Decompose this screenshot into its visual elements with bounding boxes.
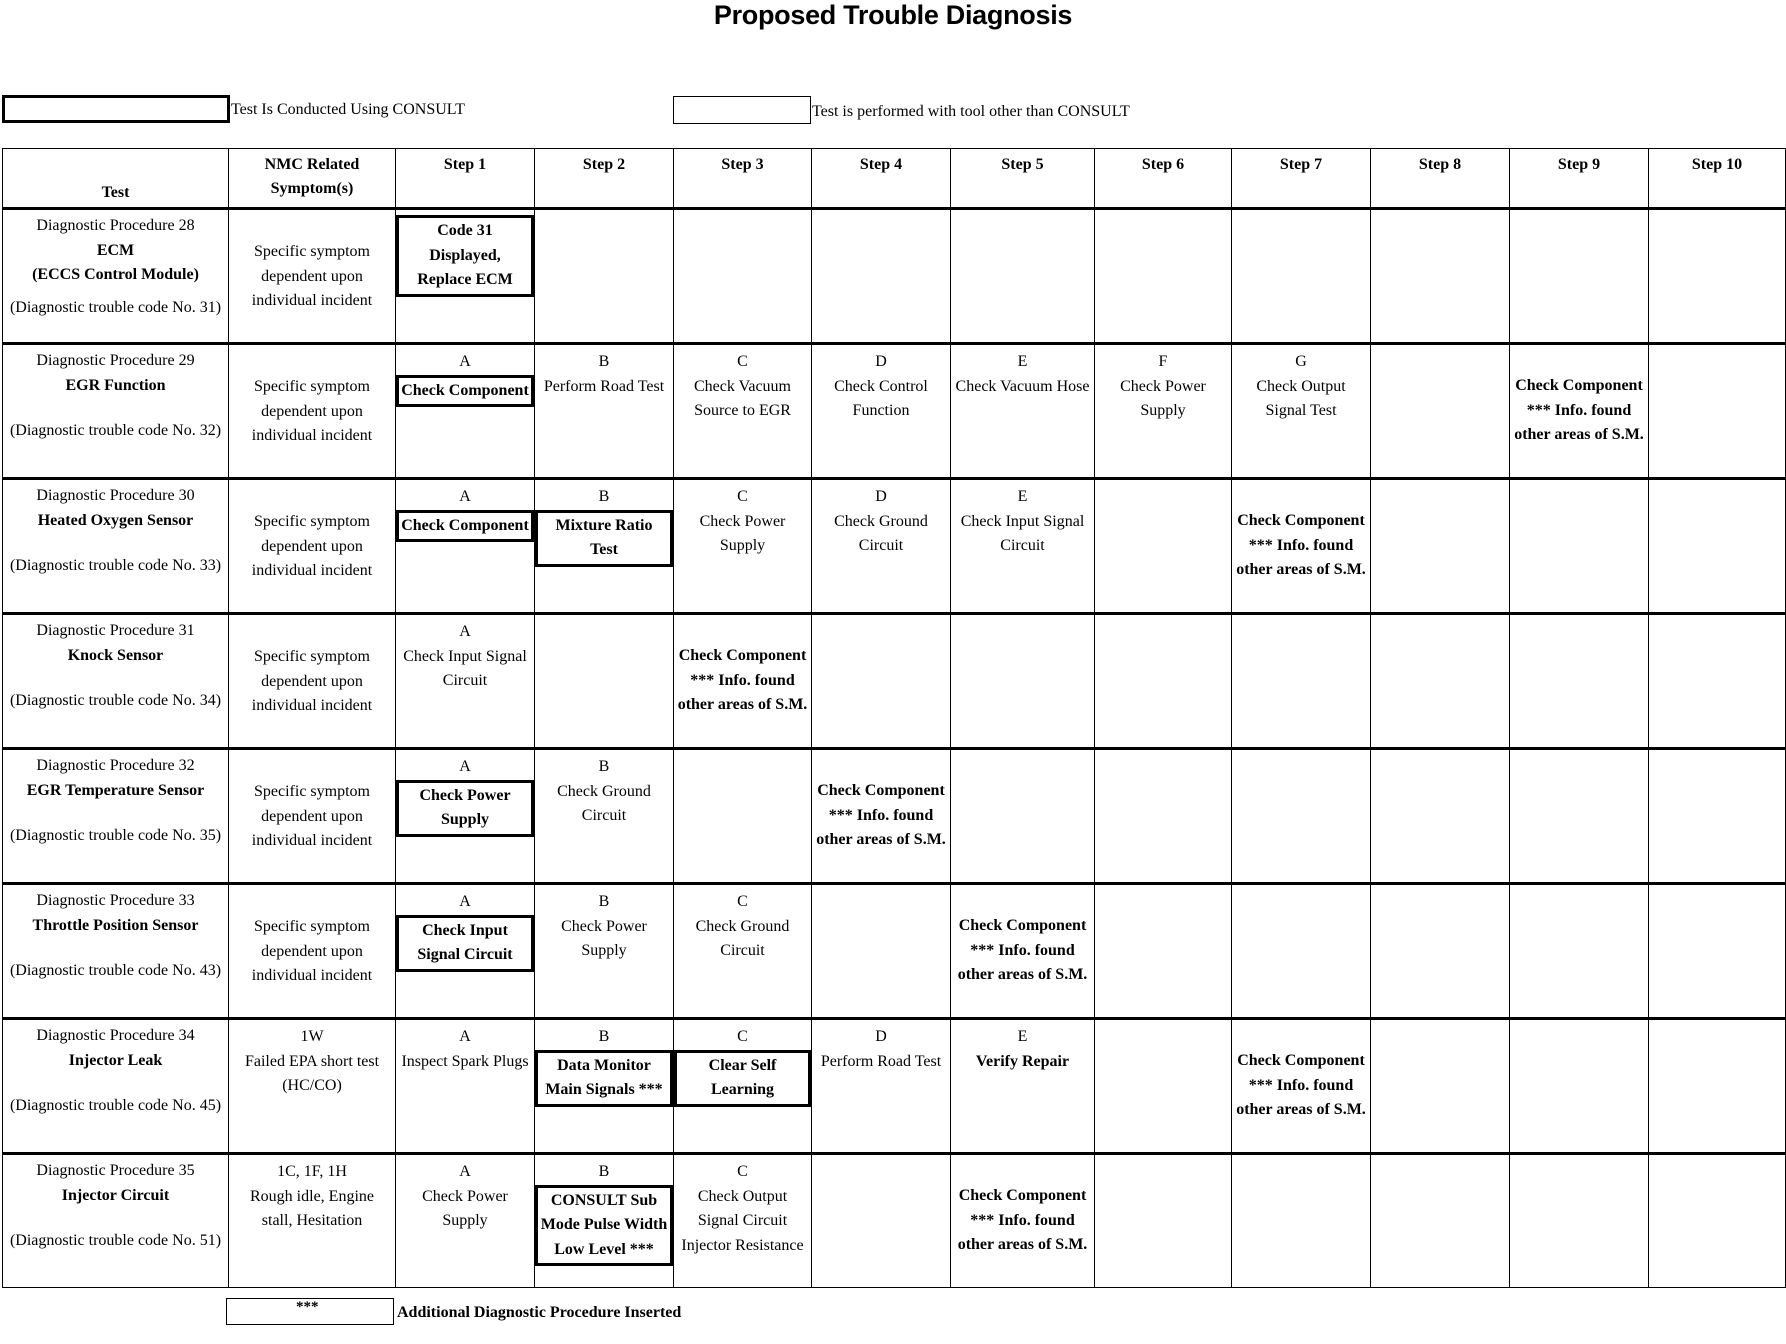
symptom-text: Specific symptom dependent upon individual incident — [251, 513, 373, 579]
step-cell — [674, 749, 812, 884]
step-text: Check Component *** Info. found other areas of S.M. — [677, 647, 808, 713]
step-cell — [1649, 479, 1786, 614]
legend-consult-swatch — [2, 95, 230, 123]
step-letter: A — [459, 1028, 471, 1045]
step-cell — [1510, 1019, 1649, 1154]
step-cell — [1232, 344, 1371, 479]
step-text: Verify Repair — [975, 1052, 1070, 1070]
step-cell — [1649, 1019, 1786, 1154]
step-cell — [951, 209, 1095, 344]
legend-other-tool-label: Test is performed with tool other than CONSULT — [812, 103, 1130, 120]
step-cell — [535, 1154, 674, 1288]
step-cell — [1371, 614, 1510, 749]
symptom-cell — [229, 1154, 396, 1288]
test-cell — [3, 209, 229, 344]
symptom-code: 1C, 1F, 1H — [277, 1163, 347, 1180]
procedure-number: Diagnostic Procedure 35 — [36, 1162, 195, 1179]
step-cell — [1232, 1154, 1371, 1288]
procedure-number: Diagnostic Procedure 34 — [36, 1027, 195, 1044]
step-cell — [535, 1019, 674, 1154]
step-text: Inspect Spark Plugs — [401, 1052, 529, 1070]
step-text: Check Power Supply — [561, 917, 647, 959]
step-cell — [535, 749, 674, 884]
step-cell — [674, 884, 812, 1019]
step-cell — [1510, 749, 1649, 884]
step-text: Check Output Signal Test — [1256, 377, 1346, 419]
step-text: Check Ground Circuit — [695, 917, 790, 959]
step-cell — [1232, 209, 1371, 344]
procedure-number: Diagnostic Procedure 30 — [36, 487, 195, 504]
step-cell — [396, 749, 535, 884]
step-text: Check Component *** Info. found other areas of S.M. — [1514, 377, 1644, 443]
page-title: Proposed Trouble Diagnosis — [713, 0, 1073, 30]
step-letter: C — [737, 1028, 748, 1045]
test-cell — [3, 344, 229, 479]
test-cell — [3, 749, 229, 884]
trouble-code: (Diagnostic trouble code No. 32) — [9, 422, 222, 439]
step-cell — [674, 614, 812, 749]
step-text: Check Ground Circuit — [834, 512, 928, 554]
step-text: Check Power Supply — [1120, 377, 1206, 419]
step-letter: E — [1017, 488, 1028, 505]
step-text: Check Control Function — [834, 377, 928, 419]
step-letter: A — [459, 1163, 471, 1180]
diagnosis-table — [2, 148, 1786, 1288]
test-cell — [3, 884, 229, 1019]
step-cell — [951, 1154, 1095, 1288]
step-cell — [951, 344, 1095, 479]
step-letter: A — [459, 488, 471, 505]
step-cell — [951, 614, 1095, 749]
consult-step: Data Monitor Main Signals *** — [535, 1050, 673, 1107]
consult-step: CONSULT Sub Mode Pulse Width Low Level *** — [535, 1185, 673, 1267]
consult-step: Check Power Supply — [396, 780, 534, 837]
step-cell — [951, 1019, 1095, 1154]
header-step: Step 2 — [535, 149, 674, 209]
step-cell — [396, 209, 535, 344]
step-cell — [812, 479, 951, 614]
step-text: Check Ground Circuit — [557, 782, 651, 824]
consult-step: Mixture Ratio Test — [535, 510, 673, 567]
step-cell — [1510, 614, 1649, 749]
consult-step: Clear Self Learning — [674, 1050, 811, 1107]
step-cell — [396, 1019, 535, 1154]
step-letter: B — [598, 353, 610, 370]
procedure-name: Throttle Position Sensor — [32, 916, 199, 934]
step-cell — [1371, 1019, 1510, 1154]
procedure-name-detail: (ECCS Control Module) — [32, 266, 199, 283]
procedure-number: Diagnostic Procedure 29 — [36, 352, 195, 369]
step-letter: A — [459, 623, 471, 640]
symptom-cell — [229, 479, 396, 614]
step-cell — [1371, 344, 1510, 479]
step-text: Check Power Supply — [422, 1187, 508, 1229]
consult-step: Check Component — [396, 375, 534, 408]
step-cell — [1649, 614, 1786, 749]
step-text: Check Input Signal Circuit — [960, 512, 1085, 554]
step-letter: E — [1017, 353, 1028, 370]
step-cell — [1232, 1019, 1371, 1154]
step-cell — [812, 884, 951, 1019]
step-cell — [1095, 479, 1232, 614]
step-cell — [1371, 749, 1510, 884]
step-letter: B — [598, 758, 610, 775]
header-test: Test — [3, 149, 229, 209]
step-letter: B — [598, 893, 610, 910]
procedure-number: Diagnostic Procedure 32 — [36, 757, 195, 774]
step-text: Perform Road Test — [543, 377, 665, 395]
step-cell — [1232, 479, 1371, 614]
symptom-code: 1W — [300, 1028, 324, 1045]
symptom-cell — [229, 1019, 396, 1154]
header-step: Step 3 — [674, 149, 812, 209]
step-text: Check Power Supply — [699, 512, 786, 554]
table-row — [3, 209, 1786, 344]
step-letter: C — [737, 353, 748, 370]
trouble-code: (Diagnostic trouble code No. 51) — [9, 1232, 222, 1249]
step-cell — [1095, 209, 1232, 344]
step-letter: B — [598, 1163, 610, 1180]
header-step: Step 7 — [1232, 149, 1371, 209]
procedure-number: Diagnostic Procedure 28 — [36, 217, 195, 234]
symptom-text: Specific symptom dependent upon individual incident — [251, 378, 373, 444]
trouble-code: (Diagnostic trouble code No. 35) — [9, 827, 222, 844]
step-cell — [1649, 344, 1786, 479]
step-cell — [1510, 1154, 1649, 1288]
step-cell — [1649, 884, 1786, 1019]
table-row — [3, 614, 1786, 749]
step-letter: D — [875, 488, 887, 505]
step-cell — [674, 209, 812, 344]
trouble-code: (Diagnostic trouble code No. 34) — [9, 692, 222, 709]
step-cell — [812, 749, 951, 884]
step-letter: C — [737, 488, 748, 505]
trouble-code: (Diagnostic trouble code No. 43) — [9, 962, 222, 979]
step-cell — [1649, 1154, 1786, 1288]
step-cell — [674, 479, 812, 614]
symptom-cell — [229, 614, 396, 749]
step-text: Check Component *** Info. found other areas of S.M. — [957, 917, 1088, 983]
table-row — [3, 1154, 1786, 1288]
header-step: Step 6 — [1095, 149, 1232, 209]
step-letter: D — [875, 1028, 887, 1045]
step-letter: B — [598, 488, 610, 505]
step-text: Check Vacuum Hose — [955, 377, 1090, 395]
step-cell — [396, 479, 535, 614]
step-cell — [1649, 749, 1786, 884]
procedure-number: Diagnostic Procedure 33 — [36, 892, 195, 909]
symptom-text: Specific symptom dependent upon individual incident — [251, 648, 373, 714]
procedure-name: Injector Circuit — [61, 1186, 170, 1204]
step-cell — [1232, 749, 1371, 884]
step-text: Check Component *** Info. found other areas of S.M. — [1236, 512, 1366, 578]
step-letter: A — [459, 758, 471, 775]
step-cell — [1371, 884, 1510, 1019]
step-cell — [812, 614, 951, 749]
step-cell — [951, 749, 1095, 884]
step-text: Check Input Signal Circuit — [403, 647, 527, 689]
step-cell — [1371, 479, 1510, 614]
step-cell — [1510, 344, 1649, 479]
step-letter: D — [875, 353, 887, 370]
step-letter: A — [459, 353, 471, 370]
symptom-text: Failed EPA short test (HC/CO) — [244, 1052, 380, 1094]
step-cell — [1510, 209, 1649, 344]
step-cell — [396, 344, 535, 479]
step-cell — [1095, 1019, 1232, 1154]
step-cell — [535, 614, 674, 749]
step-letter: E — [1017, 1028, 1028, 1045]
header-step: Step 9 — [1510, 149, 1649, 209]
step-cell — [1095, 344, 1232, 479]
procedure-name: EGR Function — [65, 376, 166, 394]
header-nmc: NMC Related Symptom(s) — [229, 149, 396, 209]
legend-other-tool-swatch — [673, 96, 811, 124]
procedure-name: Knock Sensor — [67, 646, 164, 664]
symptom-cell — [229, 749, 396, 884]
step-cell — [812, 1154, 951, 1288]
step-text: Check Output Signal Circuit Injector Resistance — [681, 1187, 804, 1254]
step-cell — [396, 884, 535, 1019]
step-cell — [1232, 614, 1371, 749]
step-text: Check Component *** Info. found other areas of S.M. — [1236, 1052, 1366, 1118]
step-cell — [1232, 884, 1371, 1019]
header-step: Step 10 — [1649, 149, 1786, 209]
step-text: Check Vacuum Source to EGR — [693, 377, 791, 419]
step-cell — [535, 344, 674, 479]
diagnosis-table-wrapper — [2, 148, 1786, 1288]
step-cell — [396, 614, 535, 749]
trouble-code: (Diagnostic trouble code No. 31) — [9, 298, 222, 316]
procedure-name: Heated Oxygen Sensor — [37, 511, 194, 529]
symptom-text: Rough idle, Engine stall, Hesitation — [250, 1187, 374, 1229]
step-cell — [1649, 209, 1786, 344]
trouble-code: (Diagnostic trouble code No. 45) — [9, 1097, 222, 1114]
step-cell — [1095, 1154, 1232, 1288]
diagnosis-table-body — [3, 209, 1786, 1288]
symptom-text: Specific symptom dependent upon individual incident — [251, 783, 373, 849]
table-row — [3, 479, 1786, 614]
step-cell — [1371, 1154, 1510, 1288]
symptom-cell — [229, 344, 396, 479]
step-cell — [1510, 479, 1649, 614]
step-cell — [674, 344, 812, 479]
step-letter: G — [1295, 353, 1307, 370]
step-text: Check Component *** Info. found other areas of S.M. — [816, 782, 946, 848]
step-letter: B — [598, 1028, 610, 1045]
step-letter: A — [459, 893, 471, 910]
step-cell — [1095, 884, 1232, 1019]
consult-step: Check Input Signal Circuit — [396, 915, 534, 972]
symptom-cell — [229, 209, 396, 344]
header-step: Step 4 — [812, 149, 951, 209]
consult-step: Check Component — [396, 510, 534, 543]
consult-step: Code 31 Displayed, Replace ECM — [396, 215, 534, 297]
procedure-number: Diagnostic Procedure 31 — [36, 622, 195, 639]
legend-consult-label: Test Is Conducted Using CONSULT — [231, 101, 465, 118]
header-step: Step 1 — [396, 149, 535, 209]
step-cell — [674, 1019, 812, 1154]
procedure-name: EGR Temperature Sensor — [26, 781, 205, 799]
test-cell — [3, 1154, 229, 1288]
step-cell — [535, 479, 674, 614]
step-cell — [951, 479, 1095, 614]
step-text: Check Component *** Info. found other areas of S.M. — [957, 1187, 1088, 1253]
symptom-text: Specific symptom dependent upon individual incident — [251, 918, 373, 984]
header-step: Step 8 — [1371, 149, 1510, 209]
header-row — [3, 149, 1786, 209]
procedure-name: ECM — [96, 241, 135, 259]
step-cell — [1371, 209, 1510, 344]
step-cell — [674, 1154, 812, 1288]
step-cell — [396, 1154, 535, 1288]
step-cell — [812, 1019, 951, 1154]
symptom-text: Specific symptom dependent upon individual incident — [251, 243, 373, 309]
test-cell — [3, 614, 229, 749]
legend-inserted-label: Additional Diagnostic Procedure Inserted — [397, 1304, 682, 1321]
step-letter: C — [737, 893, 748, 910]
step-letter: F — [1158, 353, 1168, 370]
step-cell — [535, 884, 674, 1019]
step-letter: C — [737, 1163, 748, 1180]
symptom-cell — [229, 884, 396, 1019]
table-row — [3, 1019, 1786, 1154]
step-cell — [1510, 884, 1649, 1019]
trouble-code: (Diagnostic trouble code No. 33) — [9, 557, 222, 574]
table-row — [3, 884, 1786, 1019]
procedure-name: Injector Leak — [68, 1051, 163, 1069]
test-cell — [3, 1019, 229, 1154]
step-text: Perform Road Test — [820, 1052, 942, 1070]
table-row — [3, 749, 1786, 884]
step-cell — [951, 884, 1095, 1019]
step-cell — [812, 209, 951, 344]
legend-inserted-marker: *** — [296, 1299, 319, 1315]
step-cell — [812, 344, 951, 479]
table-row — [3, 344, 1786, 479]
step-cell — [1095, 614, 1232, 749]
step-cell — [1095, 749, 1232, 884]
test-cell — [3, 479, 229, 614]
step-cell — [535, 209, 674, 344]
header-step: Step 5 — [951, 149, 1095, 209]
